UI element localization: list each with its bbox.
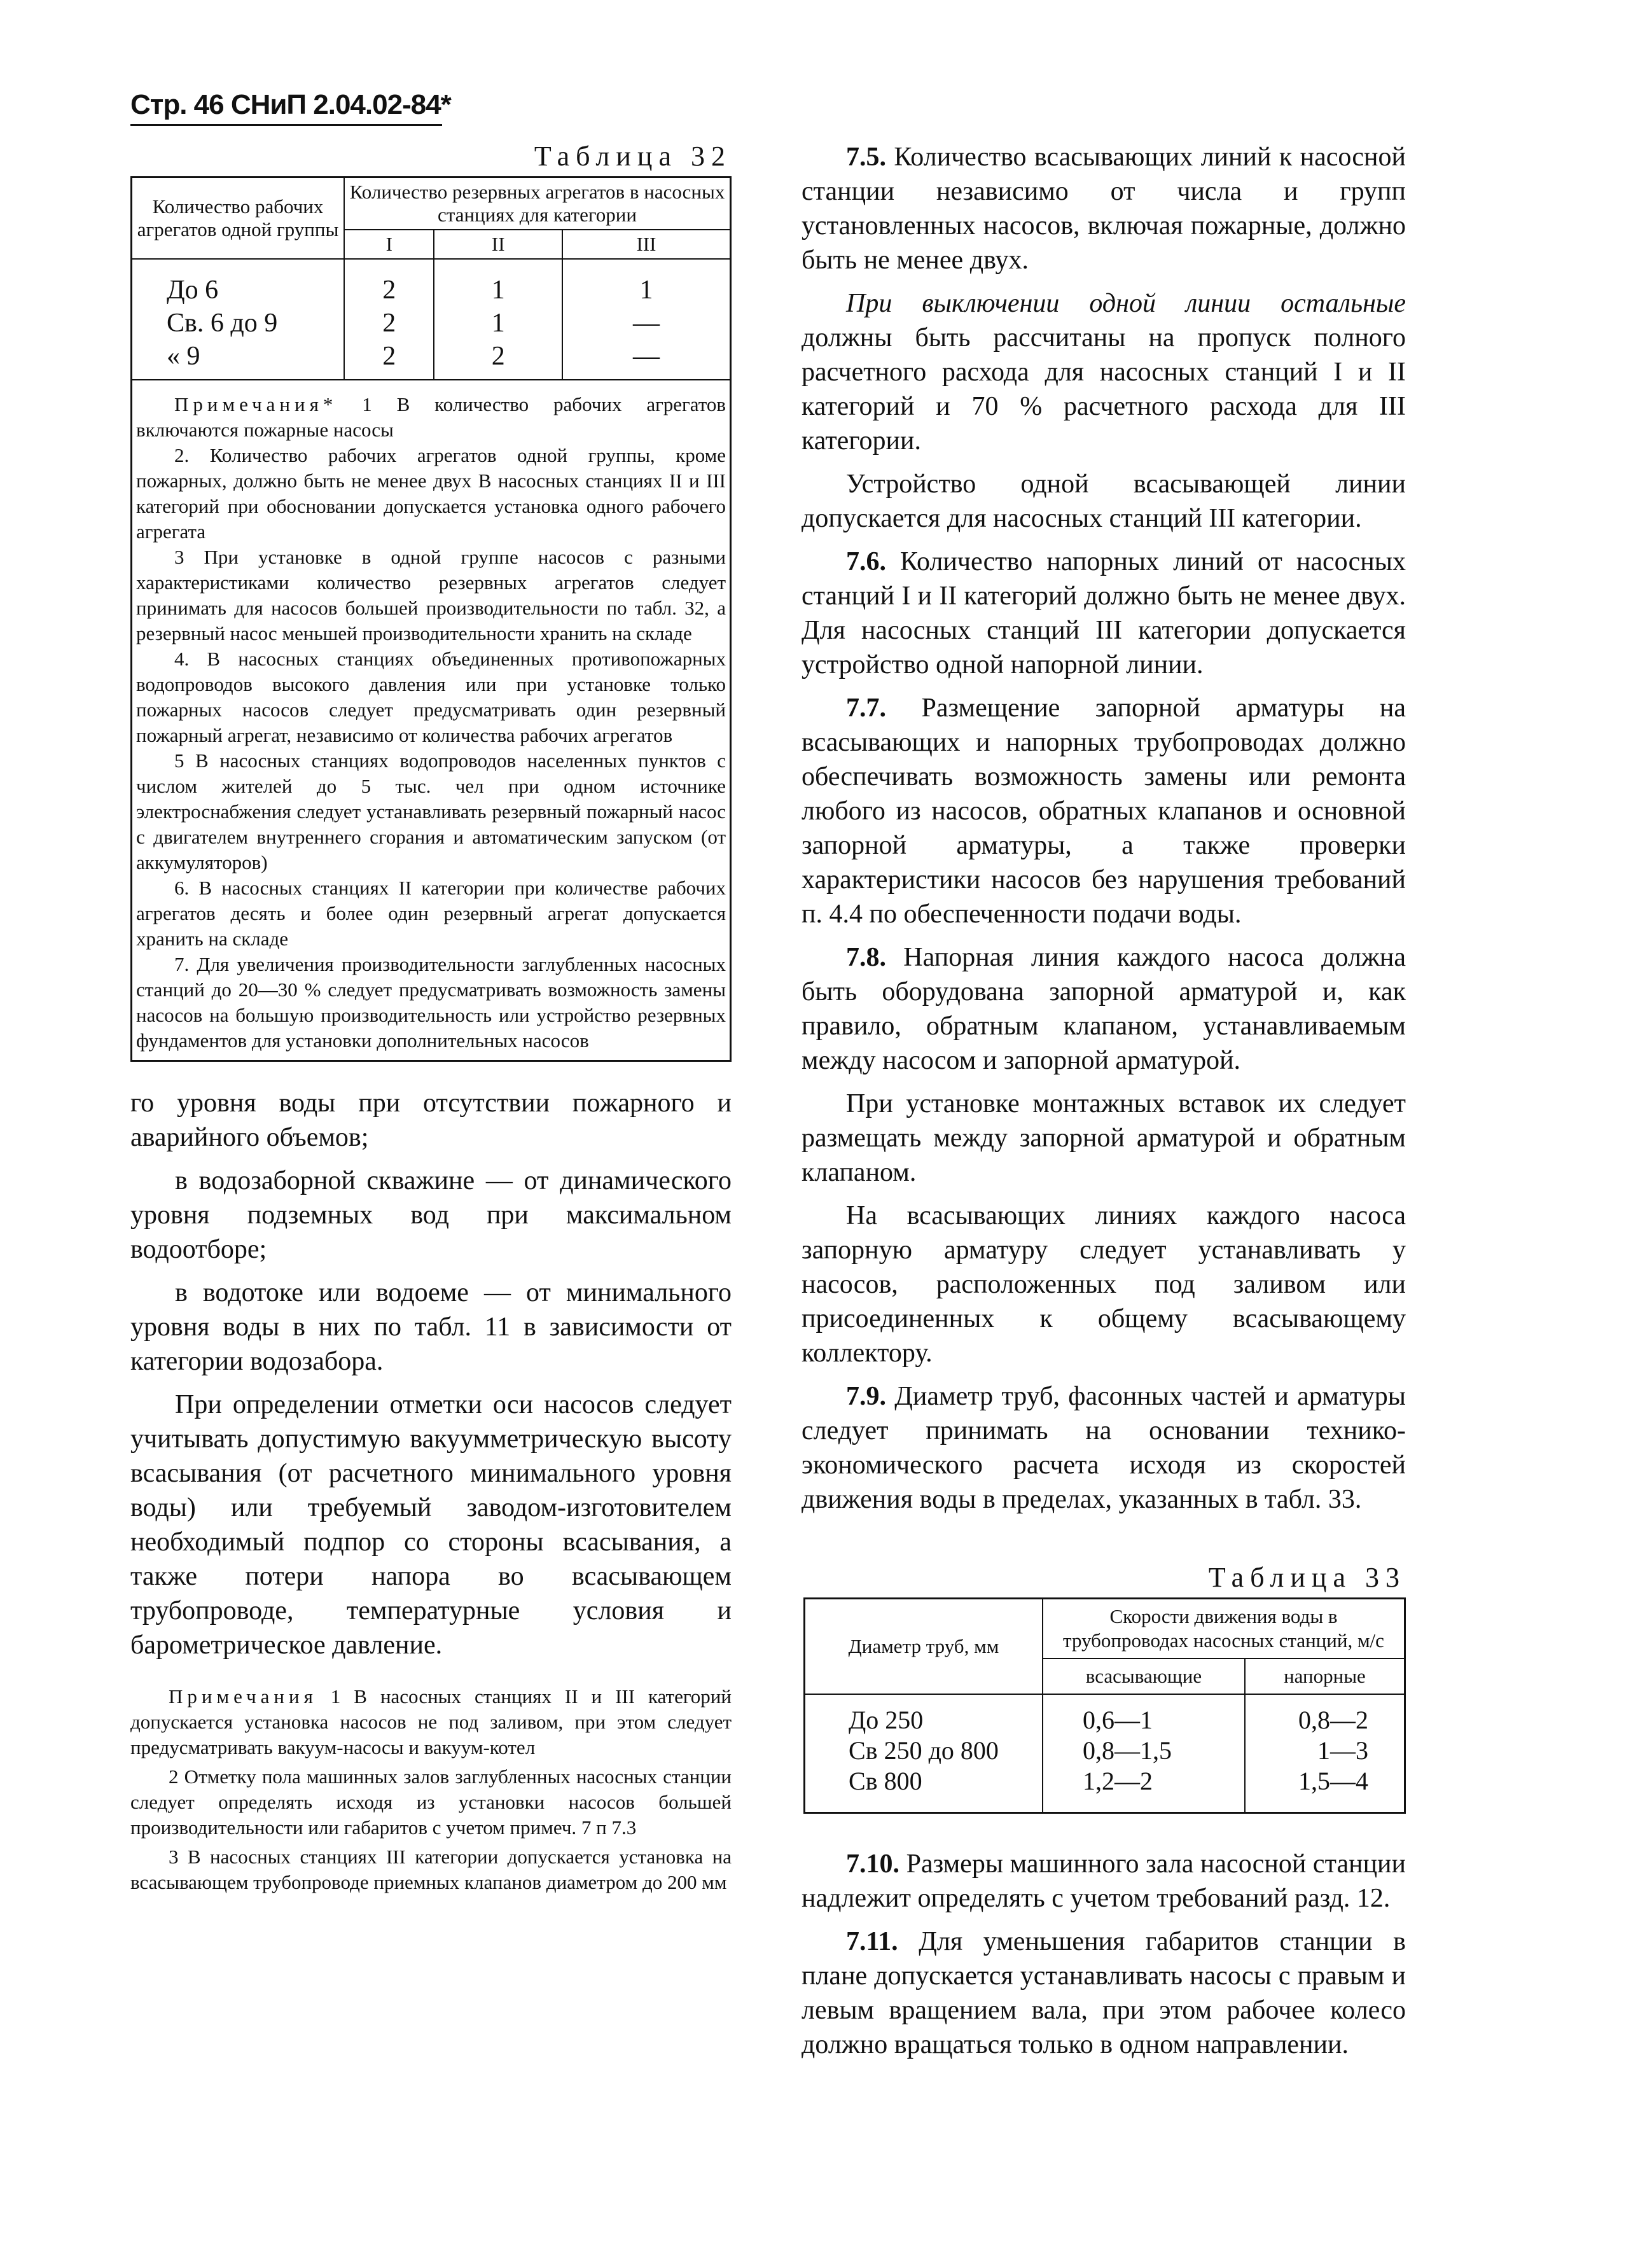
- t33-cell: 0,8—1,5: [1043, 1736, 1245, 1766]
- t33-cell: 1—3: [1245, 1736, 1405, 1766]
- t32-cell: 2: [434, 340, 562, 380]
- note: 2 Отметку пола машинных залов заглубленных насосных станции следует определять исходя из установки насосов большей производительности или габаритов с учетом примеч. 7 п 7.3: [130, 1765, 732, 1839]
- t32-note: 4. В насосных станциях объединенных противопожарных водопроводов высокого давления или при установке только пожарных насосов следует предусматривать один резервный пожарный агрегат, независимо от количества рабочих агрегатов: [136, 648, 726, 746]
- right-body-text: [802, 140, 1406, 1517]
- t33-row-label: До 250: [805, 1694, 1043, 1736]
- t32-cell: —: [562, 307, 731, 340]
- t32-row-label: До 6: [132, 259, 345, 307]
- t32-cell: 2: [344, 259, 434, 307]
- t32-cell: 2: [344, 307, 434, 340]
- clause-7-11: 7.11. Для уменьшения габаритов станции в плане допускается устанавливать насосы с правым и левым вращением вала, при этом рабочее колесо должно вращаться только в одном направлении.: [802, 1927, 1406, 2059]
- t33-col1-header: Диаметр труб, мм: [805, 1599, 1043, 1695]
- table-32-caption: Таблица 32: [534, 141, 732, 172]
- t32-cell: 1: [562, 259, 731, 307]
- t33-cell: 0,6—1: [1043, 1694, 1245, 1736]
- clause-7-7: 7.7. Размещение запорной арматуры на всасывающих и напорных трубопроводах должно обеспечивать возможность замены или ремонта любого из насосов, обратных клапанов и основной запорной арматуры, а также проверки характеристики насосов без нарушения требований п. 4.4 по обеспеченности подачи воды.: [802, 693, 1406, 929]
- t32-cell: 1: [434, 259, 562, 307]
- t32-row-label: Св. 6 до 9: [132, 307, 345, 340]
- t33-group-header: Скорости движения воды в трубопроводах насосных станций, м/с: [1043, 1599, 1405, 1659]
- right-column: [802, 140, 1406, 2062]
- clause-7-5: 7.5. Количество всасывающих линий к насосной станции независимо от числа и групп установленных насосов, включая пожарные, должно быть не менее двух.: [802, 143, 1406, 275]
- paragraph: го уровня воды при отсутствии пожарного и аварийного объемов;: [130, 1089, 732, 1152]
- t33-sub-header: всасывающие: [1043, 1659, 1245, 1694]
- t33-cell: 1,5—4: [1245, 1766, 1405, 1813]
- t32-note: Примечания* 1 В количество рабочих агрегатов включаются пожарные насосы: [136, 393, 726, 441]
- t32-notes: [132, 380, 731, 1061]
- paragraph: При выключении одной линии остальные должны быть рассчитаны на пропуск полного расчетного расхода для насосных станций I и II категорий и 70 % расчетного расхода для III категории.: [802, 289, 1406, 456]
- t32-cell: —: [562, 340, 731, 380]
- table-row: [805, 1766, 1405, 1813]
- note: Примечания 1 В насосных станциях II и III категорий допускается установка насосов не под заливом, при этом следует предусматривать вакуум-насосы и вакуум-котел: [130, 1685, 732, 1758]
- clause-7-8: 7.8. Напорная линия каждого насоса должна быть оборудована запорной арматурой и, как правило, обратным клапаном, устанавливаемым между насосом и запорной арматурой.: [802, 943, 1406, 1075]
- table-row: [132, 340, 731, 380]
- t33-row-label: Св 250 до 800: [805, 1736, 1043, 1766]
- paragraph: При определении отметки оси насосов следует учитывать допустимую вакуумметрическую высоту всасывания (от расчетного минимального уровня воды) или требуемый заводом-изготовителем необходимый подпор со стороны всасывания, а также потери напора во всасывающем трубопроводе, температурные условия и барометрическое давление.: [130, 1390, 732, 1660]
- paragraph: На всасывающих линиях каждого насоса запорную арматуру следует устанавливать у насосов, расположенных под заливом или присоединенных к общему всасывающему коллектору.: [802, 1201, 1406, 1368]
- header-rule: [130, 124, 442, 126]
- note: 3 В насосных станциях III категории допускается установка на всасывающем трубопроводе приемных клапанов диаметром до 200 мм: [130, 1846, 732, 1893]
- running-header: Стр. 46 СНиП 2.04.02-84*: [130, 89, 451, 120]
- t32-note: 6. В насосных станциях II категории при количестве рабочих агрегатов десять и более один резервный агрегат допускается хранить на складе: [136, 877, 726, 950]
- t32-note: 5 В насосных станциях водопроводов населенных пунктов с числом жителей до 5 тыс. чел при одном источнике электроснабжения следует устанавливать резервный пожарный насос с двигателем внутреннего сгорания и автоматическим запуском (от аккумуляторов): [136, 749, 726, 873]
- paragraph: в водозаборной скважине — от динамического уровня подземных вод при максимальном водоотборе;: [130, 1166, 732, 1264]
- table-row: [132, 259, 731, 307]
- clause-7-6: 7.6. Количество напорных линий от насосных станций I и II категорий должно быть не менее двух. Для насосных станций III категории допускается устройство одной напорной линии.: [802, 547, 1406, 679]
- paragraph: Устройство одной всасывающей линии допускается для насосных станций III категории.: [802, 470, 1406, 533]
- paragraph: в водотоке или водоеме — от минимального уровня воды в них по табл. 11 в зависимости от категории водозабора.: [130, 1278, 732, 1376]
- t32-note: 2. Количество рабочих агрегатов одной группы, кроме пожарных, должно быть не менее двух В насосных станциях II и III категорий при обосновании допускается установка одного рабочего агрегата: [136, 444, 726, 543]
- t32-note: 3 При установке в одной группе насосов с разными характеристиками количество резервных агрегатов следует принимать для насосов большей производительности по табл. 32, а резервный насос меньшей производительности хранить на складе: [136, 546, 726, 644]
- right-body-text-2: [802, 1847, 1406, 2062]
- t33-row-label: Св 800: [805, 1766, 1043, 1813]
- t32-cat-header: III: [562, 230, 731, 259]
- table-row: [805, 1736, 1405, 1766]
- t32-cell: 1: [434, 307, 562, 340]
- left-body-text: [130, 1086, 732, 1662]
- clause-7-9: 7.9. Диаметр труб, фасонных частей и арматуры следует принимать на основании технико-экономического расчета исходя из скоростей движения воды в пределах, указанных в табл. 33.: [802, 1382, 1406, 1514]
- table-33-caption: Таблица 33: [1208, 1562, 1406, 1593]
- table-row: [132, 307, 731, 340]
- t33-cell: 0,8—2: [1245, 1694, 1405, 1736]
- table-row: [805, 1694, 1405, 1736]
- t33-cell: 1,2—2: [1043, 1766, 1245, 1813]
- t32-note: 7. Для увеличения производительности заглубленных насосных станций до 20—30 % следует предусматривать возможность замены насосов на большую производительность или устройство резервных фундаментов для установки дополнительных насосов: [136, 953, 726, 1052]
- t32-row-label: « 9: [132, 340, 345, 380]
- left-column: [130, 140, 732, 1895]
- table-32: [130, 176, 732, 1062]
- left-notes: [130, 1684, 732, 1895]
- table-33: [803, 1597, 1406, 1814]
- clause-7-10: 7.10. Размеры машинного зала насосной станции надлежит определять с учетом требований разд. 12.: [802, 1849, 1406, 1913]
- t32-cat-header: II: [434, 230, 562, 259]
- t32-cell: 2: [344, 340, 434, 380]
- paragraph: При установке монтажных вставок их следует размещать между запорной арматурой и обратным клапаном.: [802, 1089, 1406, 1187]
- t32-col1-header: Количество рабочих агрегатов одной группы: [132, 177, 345, 260]
- t32-group-header: Количество резервных агрегатов в насосных станциях для категории: [344, 177, 731, 230]
- t33-sub-header: напорные: [1245, 1659, 1405, 1694]
- t32-cat-header: I: [344, 230, 434, 259]
